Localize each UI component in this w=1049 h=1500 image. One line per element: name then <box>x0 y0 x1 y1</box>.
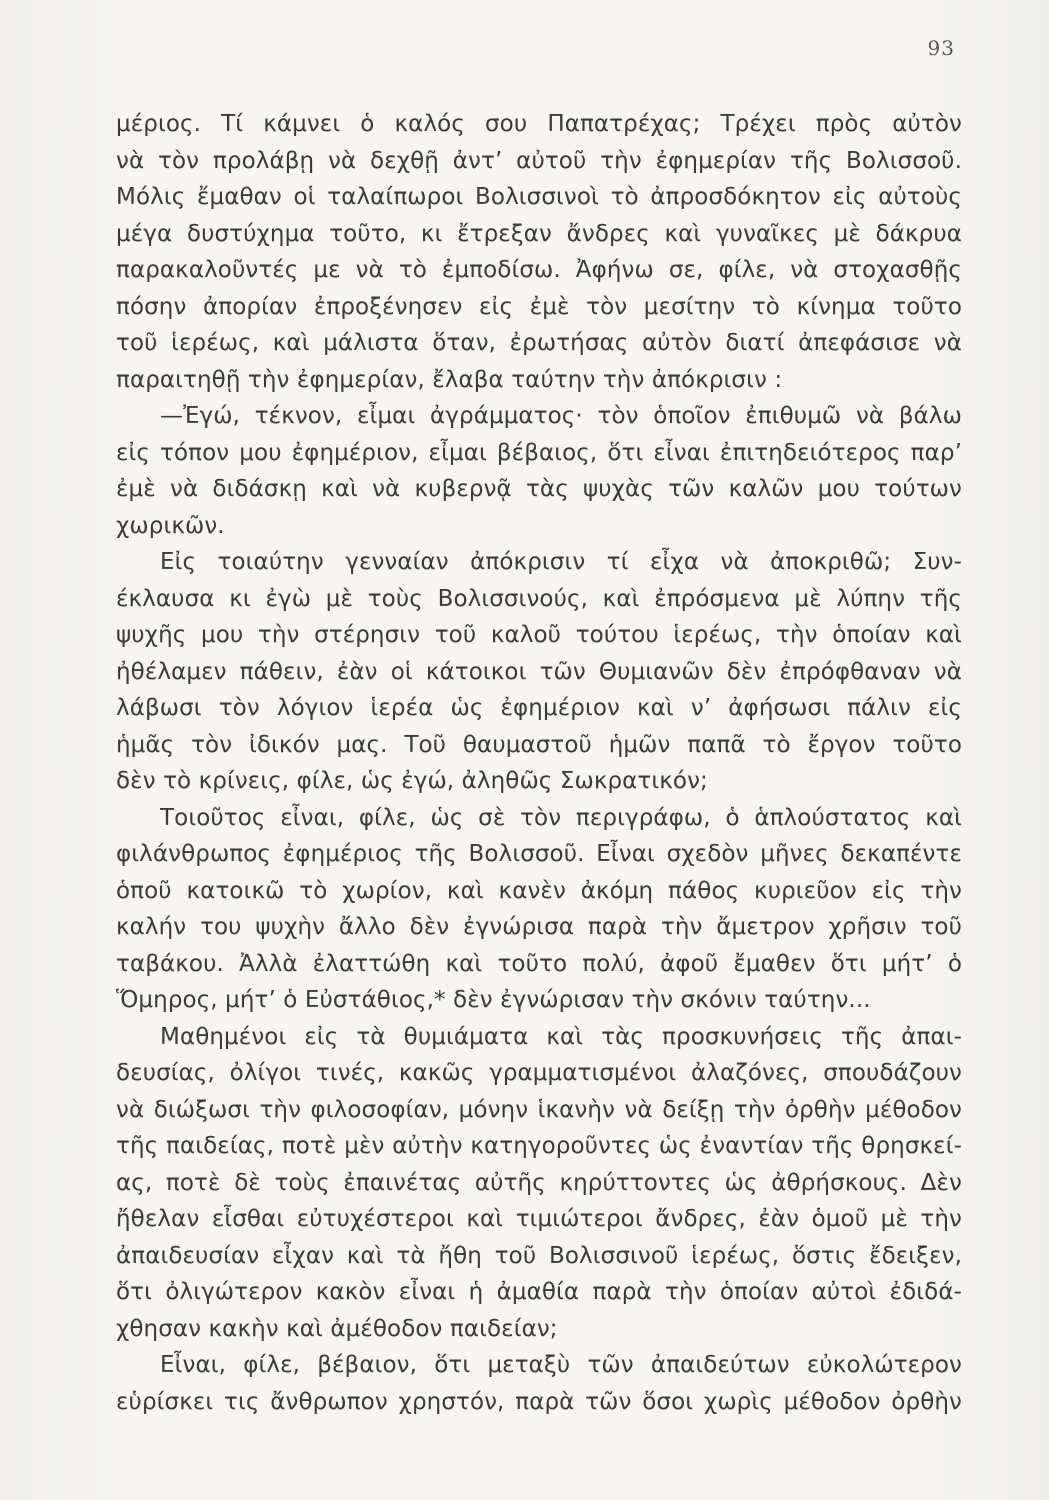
text-line: φιλάνθρωπος ἐφημέριος τῆς Βολισσοῦ. Εἶναι σχεδὸν μῆνες δεκαπέντε <box>116 841 962 867</box>
text-line: Τοιοῦτος εἶναι, φίλε, ὡς σὲ τὸν περιγράφω, ὁ ἁπλούστατος καὶ <box>160 804 962 831</box>
text-line: εἰς τόπον μου ἐφημέριον, εἶμαι βέβαιος, ὅτι εἶναι ἐπιτηδειότερος παρ’ <box>116 439 962 466</box>
page-number: 93 <box>927 36 955 60</box>
text-line: ἠθέλαμεν πάθειν, ἐὰν οἱ κάτοικοι τῶν Θυμιανῶν δὲν ἐπρόφθαναν νὰ <box>116 658 962 685</box>
text-line: ταβάκου. Ἀλλὰ ἐλαττώθη καὶ τοῦτο πολύ, ἀφοῦ ἔμαθεν ὅτι μήτ’ ὁ <box>116 950 962 977</box>
text-line: —Ἐγώ, τέκνον, εἶμαι ἀγράμματος· τὸν ὁποῖον ἐπιθυμῶ νὰ βάλω <box>160 403 962 429</box>
text-line: ἐμὲ νὰ διδάσκῃ καὶ νὰ κυβερνᾷ τὰς ψυχὰς τῶν καλῶν μου τούτων <box>116 476 962 502</box>
text-line: χθησαν κακὴν καὶ ἀμέθοδον παιδείαν; <box>116 1315 558 1342</box>
text-line: Μαθημένοι εἰς τὰ θυμιάματα καὶ τὰς προσκυνήσεις τῆς ἀπαι- <box>160 1023 962 1050</box>
text-line: ἀπαιδευσίαν εἶχαν καὶ τὰ ἤθη τοῦ Βολισσινοῦ ἱερέως, ὅστις ἔδειξεν, <box>116 1242 962 1269</box>
text-line: χωρικῶν. <box>116 512 225 539</box>
text-line: τῆς παιδείας, ποτὲ μὲν αὐτὴν κατηγοροῦντες ὡς ἐναντίαν τῆς θρησκεί- <box>116 1133 962 1159</box>
text-line: καλήν του ψυχὴν ἄλλο δὲν ἐγνώρισα παρὰ τὴν ἄμετρον χρῆσιν τοῦ <box>116 914 962 940</box>
text-line: παραιτηθῇ τὴν ἐφημερίαν, ἔλαβα ταύτην τὴν ἀπόκρισιν : <box>116 366 783 393</box>
text-line: μέριος. Τί κάμνει ὁ καλός σου Παπατρέχας; Τρέχει πρὸς αὐτὸν <box>116 111 962 137</box>
text-line: Εἰς τοιαύτην γενναίαν ἀπόκρισιν τί εἶχα νὰ ἀποκριθῶ; Συν- <box>160 549 962 575</box>
text-line: Εἶναι, φίλε, βέβαιον, ὅτι μεταξὺ τῶν ἀπαιδεύτων εὐκολώτερον <box>160 1352 962 1378</box>
text-line: μέγα δυστύχημα τοῦτο, κι ἔτρεξαν ἄνδρες καὶ γυναῖκες μὲ δάκρυα <box>116 220 962 247</box>
text-line: Ὅμηρος, μήτ’ ὁ Εὐστάθιος,* δὲν ἐγνώρισαν τὴν σκόνιν ταύτην... <box>116 987 871 1013</box>
text-line: πόσην ἀπορίαν ἐπροξένησεν εἰς ἐμὲ τὸν μεσίτην τὸ κίνημα τοῦτο <box>116 293 962 320</box>
text-line: Μόλις ἔμαθαν οἱ ταλαίπωροι Βολισσινοὶ τὸ ἀπροσδόκητον εἰς αὐτοὺς <box>116 184 962 210</box>
text-line: δευσίας, ὀλίγοι τινές, κακῶς γραμματισμένοι ἀλαζόνες, σπουδάζουν <box>116 1060 962 1086</box>
text-line: ας, ποτὲ δὲ τοὺς ἐπαινέτας αὐτῆς κηρύττοντες ὡς ἀθρήσκους. Δὲν <box>116 1169 962 1196</box>
text-line: ἤθελαν εἶσθαι εὐτυχέστεροι καὶ τιμιώτεροι ἄνδρες, ἐὰν ὁμοῦ μὲ τὴν <box>116 1206 962 1232</box>
text-line: εὑρίσκει τις ἄνθρωπον χρηστόν, παρὰ τῶν ὅσοι χωρὶς μέθοδον ὀρθὴν <box>116 1388 962 1415</box>
text-line: έκλαυσα κι ἐγὼ μὲ τοὺς Βολισσινούς, καὶ ἐπρόσμενα μὲ λύπην τῆς <box>116 585 962 612</box>
text-line: δὲν τὸ κρίνεις, φίλε, ὡς ἐγώ, ἀληθῶς Σωκρατικόν; <box>116 768 708 794</box>
text-line: ἡμᾶς τὸν ἰδικόν μας. Τοῦ θαυμαστοῦ ἡμῶν παπᾶ τὸ ἔργον τοῦτο <box>116 731 962 758</box>
text-line: ὁποῦ κατοικῶ τὸ χωρίον, καὶ κανὲν ἀκόμη πάθος κυριεῦον εἰς τὴν <box>116 877 962 904</box>
text-line: ὅτι ὀλιγώτερον κακὸν εἶναι ἡ ἀμαθία παρὰ τὴν ὁποίαν αὐτοὶ ἐδιδά- <box>116 1279 962 1305</box>
text-line: ψυχῆς μου τὴν στέρησιν τοῦ καλοῦ τούτου ἱερέως, τὴν ὁποίαν καὶ <box>116 622 962 648</box>
text-line: τοῦ ἱερέως, καὶ μάλιστα ὅταν, ἐρωτήσας αὐτὸν διατί ἀπεφάσισε νὰ <box>116 330 962 356</box>
text-line: νὰ διώξωσι τὴν φιλοσοφίαν, μόνην ἱκανὴν νὰ δείξῃ τὴν ὀρθὴν μέθοδον <box>116 1096 962 1123</box>
body-text <box>116 106 962 1420</box>
text-line: νὰ τὸν προλάβῃ νὰ δεχθῇ ἀντ’ αὐτοῦ τὴν ἐφημερίαν τῆς Βολισσοῦ. <box>116 147 962 174</box>
text-line: λάβωσι τὸν λόγιον ἱερέα ὡς ἐφημέριον καὶ ν’ ἀφήσωσι πάλιν εἰς <box>116 695 962 721</box>
text-line: παρακαλοῦντές με νὰ τὸ ἐμποδίσω. Ἀφήνω σε, φίλε, νὰ στοχασθῇς <box>116 257 962 283</box>
